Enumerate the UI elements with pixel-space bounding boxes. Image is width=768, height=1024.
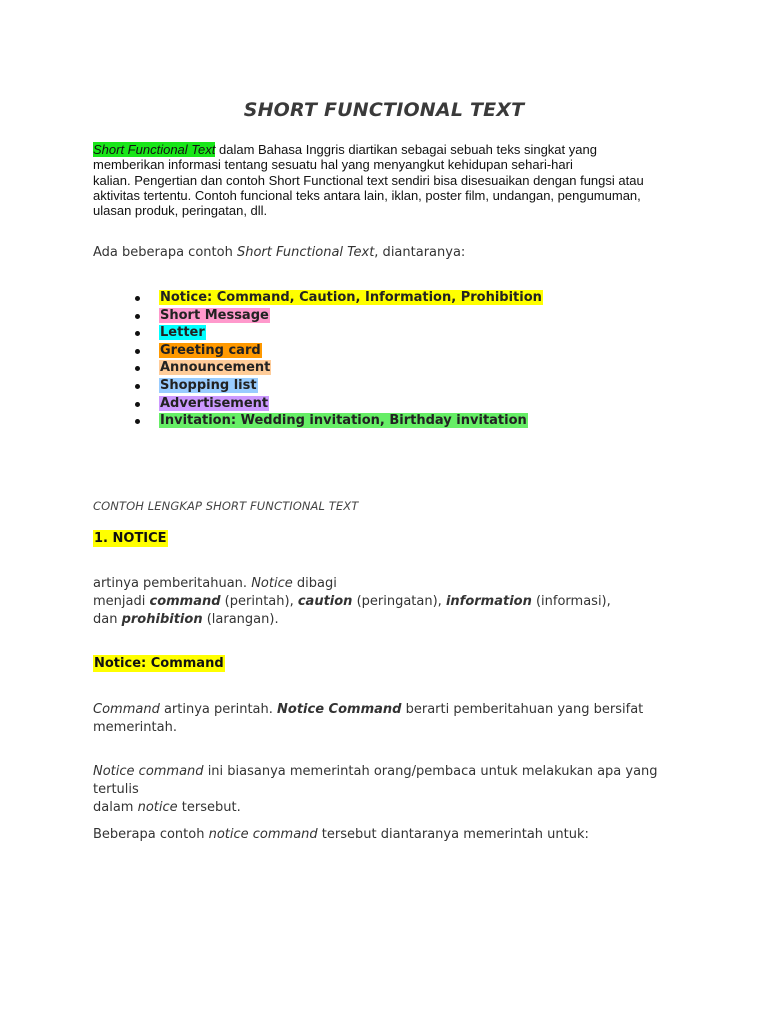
command-examples-text: Beberapa contoh bbox=[93, 827, 209, 842]
intro-line-5: ulasan produk, peringatan, dll. bbox=[93, 203, 268, 219]
bullet-icon bbox=[135, 296, 140, 301]
examples-intro bbox=[93, 244, 683, 262]
command-heading bbox=[93, 656, 225, 671]
bullet-icon bbox=[135, 402, 140, 407]
command-desc-italic: Command bbox=[93, 702, 160, 717]
notice-desc-text: artinya pemberitahuan. bbox=[93, 576, 252, 591]
list-item bbox=[93, 342, 543, 360]
command-usage-text: tersebut. bbox=[177, 800, 241, 815]
examples-intro-italic: Short Functional Text bbox=[236, 245, 375, 260]
list-item-label: Invitation: Wedding invitation, Birthday invitation bbox=[160, 413, 527, 429]
bullet-icon bbox=[135, 419, 140, 424]
command-usage-text: dalam bbox=[93, 800, 138, 815]
command-desc-bold-italic: Notice Command bbox=[277, 702, 402, 717]
notice-desc-term-prohibition: prohibition bbox=[121, 612, 203, 627]
list-item bbox=[93, 395, 543, 413]
list-item bbox=[93, 324, 543, 342]
examples-intro-text: Ada beberapa contoh bbox=[93, 245, 237, 260]
notice-desc-text: (informasi), bbox=[531, 594, 611, 609]
intro-line-3: kalian. Pengertian dan contoh Short Functional text sendiri bisa disesuaikan dengan fungsi atau bbox=[93, 172, 644, 188]
command-desc-text: artinya perintah. bbox=[159, 702, 278, 717]
list-item bbox=[93, 412, 543, 430]
list-item-label: Short Message bbox=[160, 307, 269, 323]
notice-heading bbox=[93, 531, 168, 546]
command-desc-text: memerintah. bbox=[93, 720, 177, 735]
list-item-label: Announcement bbox=[160, 360, 271, 376]
notice-desc-text: dibagi bbox=[292, 576, 337, 591]
command-heading-text: Notice: Command bbox=[94, 656, 224, 671]
notice-desc-text: (perintah), bbox=[220, 594, 298, 609]
notice-desc-text: (peringatan), bbox=[352, 594, 446, 609]
command-usage-italic: Notice command bbox=[93, 764, 204, 779]
bullet-icon bbox=[135, 349, 140, 354]
notice-description bbox=[93, 575, 683, 629]
list-item-label: Greeting card bbox=[160, 342, 261, 358]
bullet-icon bbox=[135, 314, 140, 319]
section-caption: CONTOH LENGKAP SHORT FUNCTIONAL TEXT bbox=[93, 499, 359, 513]
notice-desc-text: menjadi bbox=[93, 594, 150, 609]
list-item bbox=[93, 307, 543, 325]
notice-desc-text: dan bbox=[93, 612, 122, 627]
command-examples-italic: notice command bbox=[208, 827, 318, 842]
command-description bbox=[93, 701, 683, 737]
example-list bbox=[93, 289, 543, 430]
list-item-label: Shopping list bbox=[160, 377, 257, 393]
bullet-icon bbox=[135, 331, 140, 336]
command-desc-text: berarti pemberitahuan yang bersifat bbox=[401, 702, 644, 717]
command-usage bbox=[93, 763, 683, 817]
notice-desc-term-command: command bbox=[149, 594, 221, 609]
list-item bbox=[93, 377, 543, 395]
intro-paragraph bbox=[93, 142, 683, 218]
intro-line-1: dalam Bahasa Inggris diartikan sebagai sebuah teks singkat yang bbox=[215, 142, 597, 157]
list-item-label: Notice: Command, Caution, Information, Prohibition bbox=[160, 290, 542, 305]
command-examples bbox=[93, 826, 683, 844]
bullet-icon bbox=[135, 384, 140, 389]
notice-desc-term-caution: caution bbox=[297, 594, 353, 609]
intro-line-4: aktivitas tertentu. Contoh funcional teks antara lain, iklan, poster film, undangan, pengumuman, bbox=[93, 187, 641, 203]
notice-heading-text: 1. NOTICE bbox=[94, 531, 167, 546]
notice-desc-term-information: information bbox=[445, 594, 532, 609]
notice-desc-italic: Notice bbox=[251, 576, 293, 591]
list-item bbox=[93, 359, 543, 377]
intro-highlight: Short Functional Text bbox=[93, 142, 216, 157]
command-usage-text: ini biasanya memerintah orang/pembaca untuk melakukan apa yang tertulis bbox=[93, 764, 658, 797]
list-item bbox=[93, 289, 543, 307]
page-title: SHORT FUNCTIONAL TEXT bbox=[243, 99, 525, 121]
bullet-icon bbox=[135, 366, 140, 371]
notice-desc-text: (larangan). bbox=[202, 612, 279, 627]
command-usage-italic: notice bbox=[137, 800, 178, 815]
list-item-label: Letter bbox=[160, 325, 205, 341]
command-examples-text: tersebut diantaranya memerintah untuk: bbox=[317, 827, 589, 842]
list-item-label: Advertisement bbox=[160, 395, 269, 411]
intro-line-2: memberikan informasi tentang sesuatu hal yang menyangkut kehidupan sehari-hari bbox=[93, 157, 573, 173]
examples-intro-tail: , diantaranya: bbox=[374, 245, 466, 260]
